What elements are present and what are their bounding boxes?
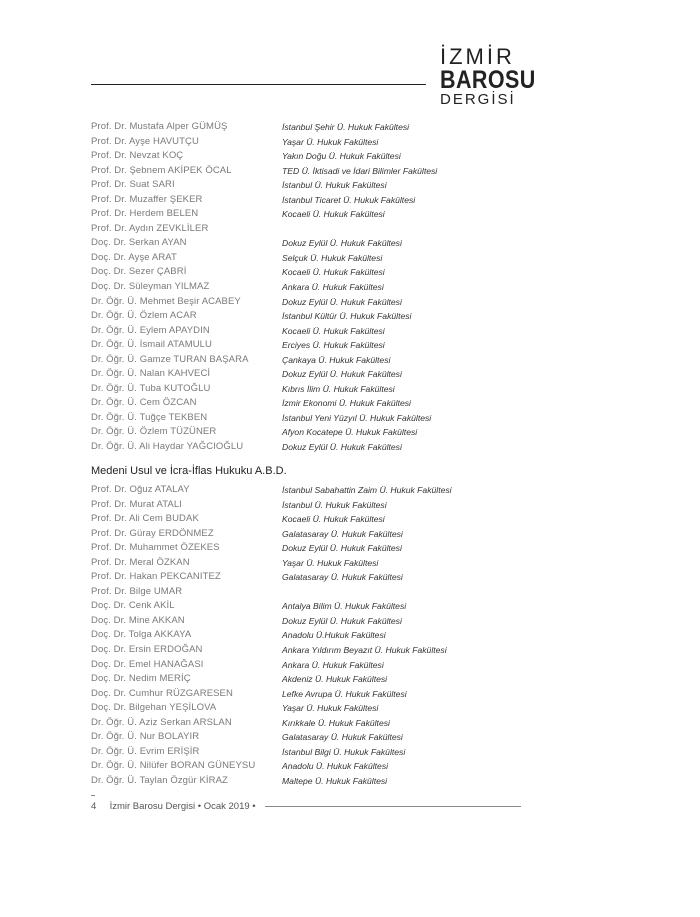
member-name: Prof. Dr. Oğuz ATALAY <box>91 484 190 495</box>
list-item <box>91 178 541 193</box>
list-item <box>91 207 541 222</box>
list-item <box>91 382 541 397</box>
list-item <box>91 396 541 411</box>
member-name: Doç. Dr. Serkan AYAN <box>91 237 187 249</box>
member-university: İstanbul Ticaret Ü. Hukuk Fakültesi <box>282 194 416 205</box>
member-university: Kırıkkale Ü. Hukuk Fakültesi <box>282 717 390 728</box>
member-name: Prof. Dr. Hakan PEKCANITEZ <box>91 571 221 583</box>
member-name: Prof. Dr. Murat ATALI <box>91 498 182 510</box>
member-name: Dr. Öğr. Ü. Özlem TÜZÜNER <box>91 426 217 438</box>
list-item <box>91 628 541 643</box>
member-university: Yaşar Ü. Hukuk Fakültesi <box>282 557 379 568</box>
list-item <box>91 774 541 789</box>
member-university: Anadolu Ü.Hukuk Fakültesi <box>282 630 386 641</box>
member-university: Kocaeli Ü. Hukuk Fakültesi <box>282 514 385 525</box>
member-university: Ankara Yıldırım Beyazıt Ü. Hukuk Fakültesi <box>282 645 447 656</box>
list-item <box>91 135 541 150</box>
logo-line-1: İZMİR <box>440 44 515 69</box>
footer-tick <box>91 795 95 796</box>
member-name: Prof. Dr. Güray ERDÖNMEZ <box>91 527 214 539</box>
member-name: Doç. Dr. Bilgehan YEŞİLOVA <box>91 702 217 714</box>
member-university: İstanbul Kültür Ü. Hukuk Fakültesi <box>282 311 412 322</box>
list-item <box>91 541 541 556</box>
member-name: Prof. Dr. Ali Cem BUDAK <box>91 513 199 525</box>
member-university: İzmir Ekonomi Ü. Hukuk Fakültesi <box>282 398 411 409</box>
member-university: Yaşar Ü. Hukuk Fakültesi <box>282 136 379 147</box>
list-item <box>91 309 541 324</box>
list-item <box>91 265 541 280</box>
member-university: Dokuz Eylül Ü. Hukuk Fakültesi <box>282 615 402 626</box>
list-item <box>91 701 541 716</box>
list-item <box>91 730 541 745</box>
member-name: Dr. Öğr. Ü. Özlem ACAR <box>91 310 197 322</box>
member-university: Kocaeli Ü. Hukuk Fakültesi <box>282 267 385 278</box>
member-name: Dr. Öğr. Ü. Ali Haydar YAĞCIOĞLU <box>91 441 244 453</box>
member-name: Prof. Dr. Suat SARI <box>91 179 175 191</box>
member-name: Doç. Dr. Nedim MERİÇ <box>91 673 191 685</box>
member-name: Dr. Öğr. Ü. Tuğçe TEKBEN <box>91 411 208 423</box>
member-university: Galatasaray Ü. Hukuk Fakültesi <box>282 572 403 583</box>
member-list-1 <box>91 120 541 455</box>
member-name: Prof. Dr. Muzaffer ŞEKER <box>91 193 203 205</box>
member-university: Antalya Bilim Ü. Hukuk Fakültesi <box>282 601 407 612</box>
list-item <box>91 570 541 585</box>
member-name: Dr. Öğr. Ü. Cem ÖZCAN <box>91 397 197 409</box>
member-university: Yaşar Ü. Hukuk Fakültesi <box>282 703 379 714</box>
member-university: Akdeniz Ü. Hukuk Fakültesi <box>282 674 388 685</box>
member-name: Dr. Öğr. Ü. Eylem APAYDIN <box>91 324 210 336</box>
member-university: Çankaya Ü. Hukuk Fakültesi <box>282 354 391 365</box>
list-item <box>91 483 541 498</box>
member-name: Prof. Dr. Herdem BELEN <box>91 208 199 220</box>
member-name: Dr. Öğr. Ü. Gamze TURAN BAŞARA <box>91 353 249 365</box>
member-name: Doç. Dr. Süleyman YILMAZ <box>91 281 210 293</box>
member-name: Dr. Öğr. Ü. Tuba KUTOĞLU <box>91 382 211 394</box>
member-university: Dokuz Eylül Ü. Hukuk Fakültesi <box>282 369 402 380</box>
member-university: Dokuz Eylül Ü. Hukuk Fakültesi <box>282 442 402 453</box>
list-item <box>91 687 541 702</box>
list-item <box>91 149 541 164</box>
member-university: Maltepe Ü. Hukuk Fakültesi <box>282 775 388 786</box>
member-university: İstanbul Ü. Hukuk Fakültesi <box>282 499 387 510</box>
footer-journal: İzmir Barosu Dergisi • Ocak 2019 • <box>109 801 256 812</box>
member-university: İstanbul Yeni Yüzyıl Ü. Hukuk Fakültesi <box>282 412 432 423</box>
list-item <box>91 222 541 237</box>
list-item <box>91 585 541 600</box>
member-name: Prof. Dr. Şebnem AKİPEK ÖCAL <box>91 164 232 176</box>
list-item <box>91 295 541 310</box>
list-item <box>91 527 541 542</box>
member-name: Doç. Dr. Tolga AKKAYA <box>91 629 192 641</box>
list-item <box>91 440 541 455</box>
list-item <box>91 599 541 614</box>
page-number: 4 <box>91 801 97 812</box>
member-list-2 <box>91 483 541 788</box>
list-item <box>91 556 541 571</box>
member-university: Galatasaray Ü. Hukuk Fakültesi <box>282 732 403 743</box>
member-name: Dr. Öğr. Ü. İsmail ATAMULU <box>91 339 213 351</box>
member-university: Ankara Ü. Hukuk Fakültesi <box>282 282 384 293</box>
list-item <box>91 643 541 658</box>
list-item <box>91 193 541 208</box>
member-university: Ankara Ü. Hukuk Fakültesi <box>282 659 384 670</box>
logo-line-2: BAROSU <box>440 66 536 94</box>
member-university: Dokuz Eylül Ü. Hukuk Fakültesi <box>282 543 402 554</box>
list-item <box>91 251 541 266</box>
member-name: Doç. Dr. Ersin ERDOĞAN <box>91 644 203 656</box>
list-item <box>91 164 541 179</box>
member-name: Doç. Dr. Cenk AKİL <box>91 600 175 612</box>
member-name: Prof. Dr. Mustafa Alper GÜMÜŞ <box>91 121 228 132</box>
member-university: Kocaeli Ü. Hukuk Fakültesi <box>282 209 385 220</box>
list-item <box>91 411 541 426</box>
member-name: Prof. Dr. Muhammet ÖZEKES <box>91 542 220 554</box>
member-university: İstanbul Bilgi Ü. Hukuk Fakültesi <box>282 746 406 757</box>
list-item <box>91 338 541 353</box>
member-university: Dokuz Eylül Ü. Hukuk Fakültesi <box>282 296 402 307</box>
member-university: Anadolu Ü. Hukuk Fakültesi <box>282 761 389 772</box>
member-university: İstanbul Şehir Ü. Hukuk Fakültesi <box>282 122 410 132</box>
member-university: Dokuz Eylül Ü. Hukuk Fakültesi <box>282 238 402 249</box>
list-item <box>91 120 541 135</box>
member-name: Doç. Dr. Cumhur RÜZGARESEN <box>91 687 233 699</box>
list-item <box>91 236 541 251</box>
list-item <box>91 759 541 774</box>
list-item <box>91 367 541 382</box>
list-item <box>91 614 541 629</box>
logo-line-3: DERGİSİ <box>440 91 516 108</box>
list-item <box>91 745 541 760</box>
member-name: Dr. Öğr. Ü. Nalan KAHVECİ <box>91 368 211 380</box>
member-name: Doç. Dr. Mine AKKAN <box>91 614 185 626</box>
member-name: Dr. Öğr. Ü. Mehmet Beşir ACABEY <box>91 295 241 307</box>
member-university: Selçuk Ü. Hukuk Fakültesi <box>282 252 383 263</box>
member-university: Afyon Kocatepe Ü. Hukuk Fakültesi <box>282 427 418 438</box>
member-university: Yakın Doğu Ü. Hukuk Fakültesi <box>282 151 401 162</box>
member-university: Galatasaray Ü. Hukuk Fakültesi <box>282 528 403 539</box>
list-item <box>91 324 541 339</box>
member-name: Doç. Dr. Ayşe ARAT <box>91 251 177 263</box>
member-university: Kıbrıs İlim Ü. Hukuk Fakültesi <box>282 383 395 394</box>
list-item <box>91 672 541 687</box>
member-name: Doç. Dr. Emel HANAĞASI <box>91 658 204 670</box>
section-title: Medeni Usul ve İcra-İflas Hukuku A.B.D. <box>91 465 287 477</box>
footer-rule <box>265 806 521 807</box>
list-item <box>91 512 541 527</box>
member-name: Dr. Öğr. Ü. Aziz Serkan ARSLAN <box>91 716 232 728</box>
member-name: Dr. Öğr. Ü. Nur BOLAYIR <box>91 731 200 743</box>
list-item <box>91 353 541 368</box>
member-name: Dr. Öğr. Ü. Taylan Özgür KİRAZ <box>91 774 228 786</box>
footer <box>91 801 256 812</box>
member-name: Prof. Dr. Ayşe HAVUTÇU <box>91 135 199 147</box>
journal-logo <box>440 44 536 108</box>
member-name: Dr. Öğr. Ü. Evrim ERİŞİR <box>91 745 200 757</box>
member-university: İstanbul Ü. Hukuk Fakültesi <box>282 180 387 191</box>
list-item <box>91 658 541 673</box>
header-rule <box>91 84 426 85</box>
member-name: Doç. Dr. Sezer ÇABRİ <box>91 266 187 278</box>
list-item <box>91 425 541 440</box>
member-university: Kocaeli Ü. Hukuk Fakültesi <box>282 325 385 336</box>
list-item <box>91 716 541 731</box>
member-university: Erciyes Ü. Hukuk Fakültesi <box>282 340 385 351</box>
member-name: Prof. Dr. Aydın ZEVKLİLER <box>91 222 209 234</box>
member-name: Prof. Dr. Nevzat KOÇ <box>91 150 184 162</box>
member-name: Dr. Öğr. Ü. Nilüfer BORAN GÜNEYSU <box>91 760 256 772</box>
member-university: İstanbul Sabahattin Zaim Ü. Hukuk Fakültesi <box>282 485 452 495</box>
member-university: TED Ü. İktisadi ve İdari Bilimler Fakültesi <box>282 165 438 176</box>
member-name: Prof. Dr. Meral ÖZKAN <box>91 556 190 568</box>
list-item <box>91 280 541 295</box>
member-name: Prof. Dr. Bilge UMAR <box>91 585 183 597</box>
member-university: Lefke Avrupa Ü. Hukuk Fakültesi <box>282 688 407 699</box>
list-item <box>91 498 541 513</box>
